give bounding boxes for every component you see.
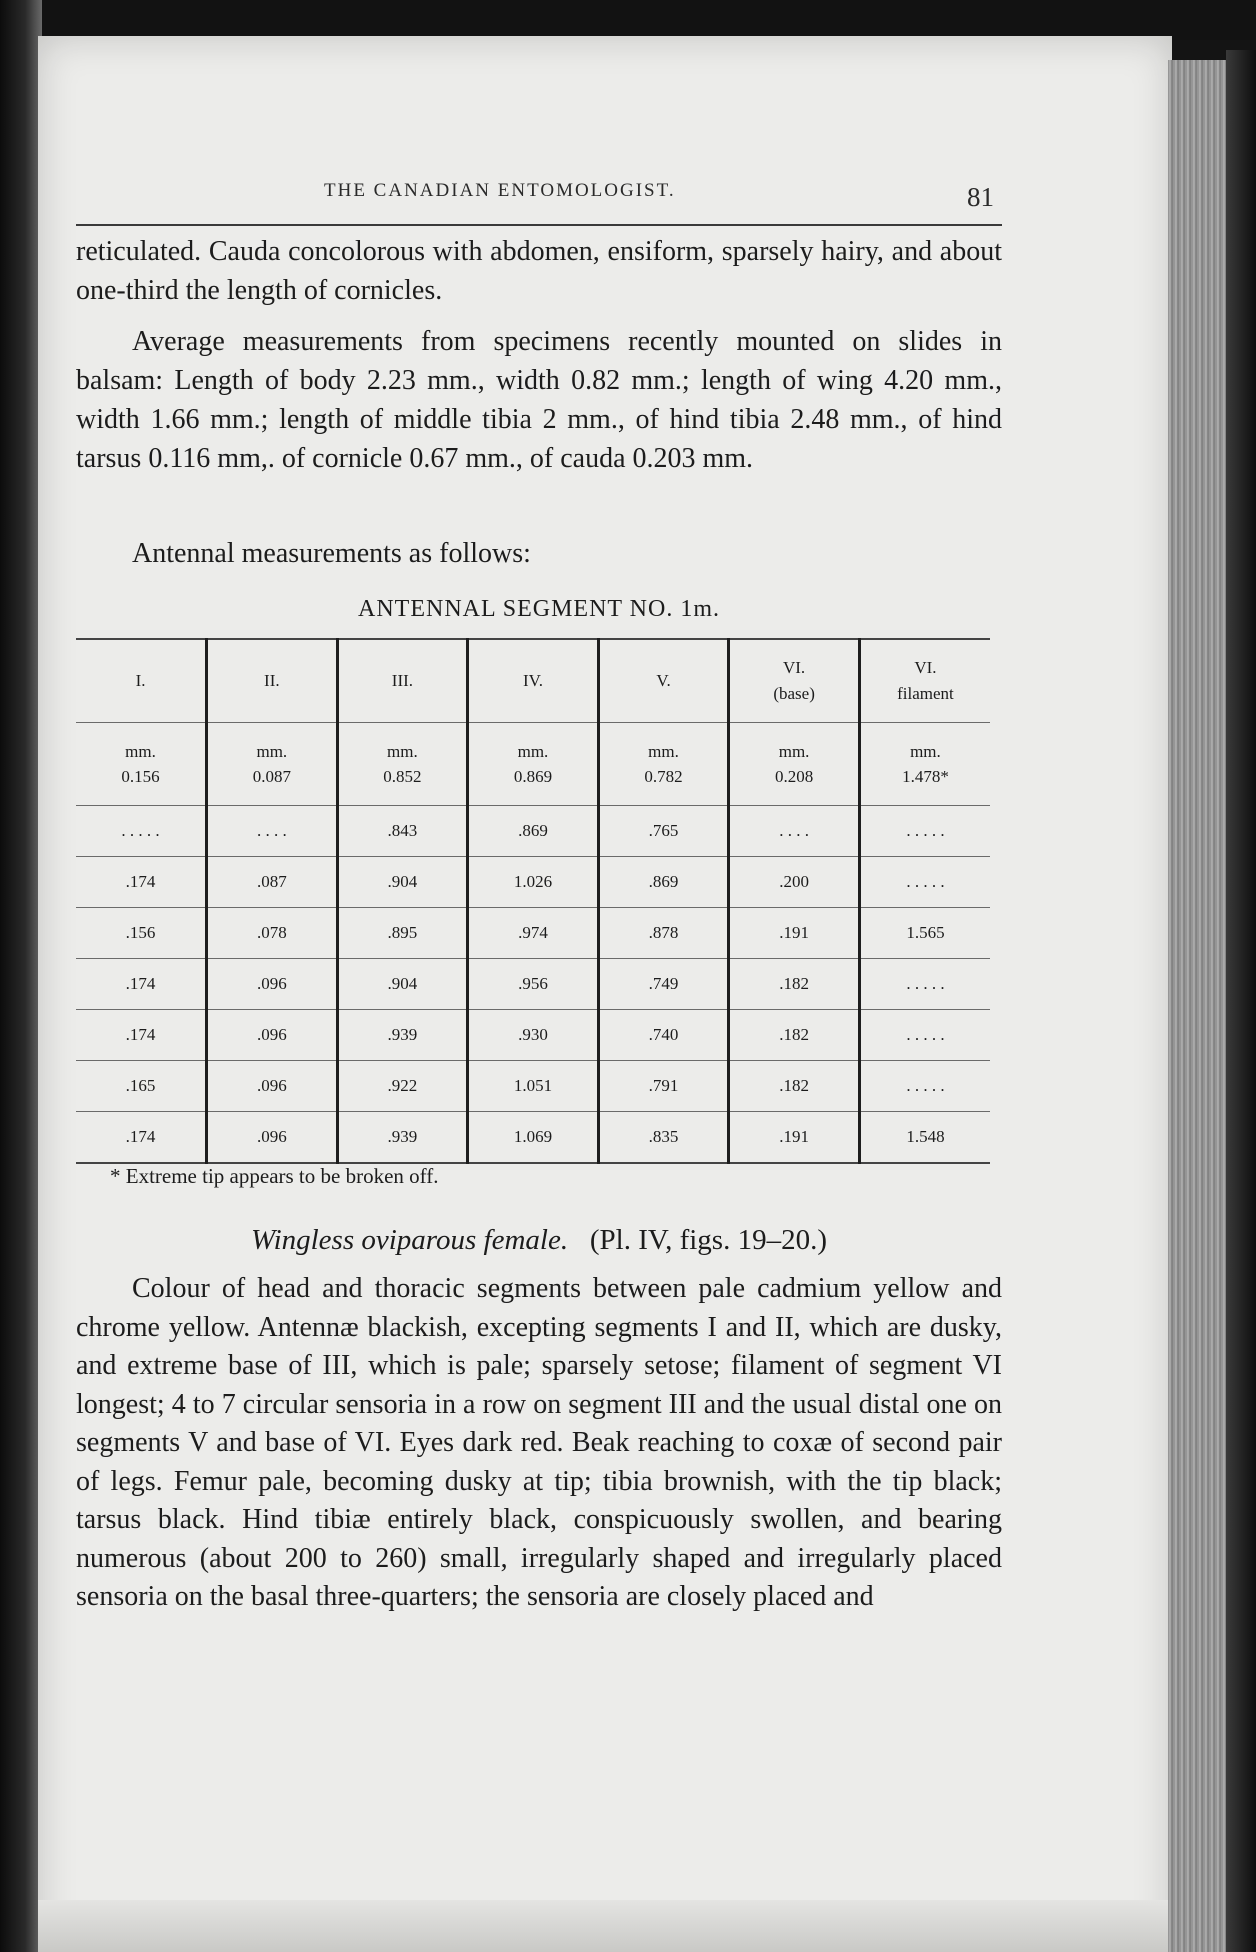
table-header-row	[76, 639, 990, 723]
column-header: IV.	[468, 639, 599, 723]
table-cell: .165	[76, 1061, 207, 1112]
table-cell: . . . .	[729, 806, 860, 857]
table-cell: mm. 1.478*	[859, 723, 990, 806]
table-cell: .156	[76, 908, 207, 959]
running-head: THE CANADIAN ENTOMOLOGIST.	[324, 180, 676, 201]
table-cell: .182	[729, 1061, 860, 1112]
table-row	[76, 908, 990, 959]
table-cell: .200	[729, 857, 860, 908]
table-cell: 1.051	[468, 1061, 599, 1112]
table-cell: . . . . .	[859, 806, 990, 857]
table-title: ANTENNAL SEGMENT NO. 1m.	[358, 596, 720, 622]
table-row	[76, 723, 990, 806]
table-footnote: * Extreme tip appears to be broken off.	[110, 1164, 439, 1188]
table-cell: mm. 0.852	[337, 723, 468, 806]
table-cell: . . . . .	[859, 857, 990, 908]
table-cell: . . . . .	[859, 1061, 990, 1112]
table-cell: 1.026	[468, 857, 599, 908]
table-cell: mm. 0.087	[207, 723, 338, 806]
table-row	[76, 1112, 990, 1164]
page-bottom-shade	[38, 1900, 1172, 1952]
table-cell: mm. 0.869	[468, 723, 599, 806]
section-heading-reference: (Pl. IV, figs. 19–20.)	[589, 1224, 827, 1256]
table-cell: . . . . .	[859, 1010, 990, 1061]
table-cell: .939	[337, 1112, 468, 1164]
table-cell: .174	[76, 959, 207, 1010]
table-cell: .174	[76, 1112, 207, 1164]
paragraph-cauda: reticulated. Cauda concolorous with abdomen, ensiform, sparsely hairy, and about one-third the length of cornicles.	[76, 236, 1002, 306]
column-header: VI. filament	[859, 639, 990, 723]
table-row	[76, 1061, 990, 1112]
table-cell: .174	[76, 1010, 207, 1061]
table-cell: mm. 0.208	[729, 723, 860, 806]
table-cell: mm. 0.156	[76, 723, 207, 806]
table-cell: .087	[207, 857, 338, 908]
table-cell: 1.565	[859, 908, 990, 959]
table-cell: .974	[468, 908, 599, 959]
section-heading-title: Wingless oviparous female.	[251, 1224, 569, 1256]
table-cell: .956	[468, 959, 599, 1010]
table-cell: .182	[729, 959, 860, 1010]
paragraph-antennal-intro: Antennal measurements as follows:	[132, 538, 531, 569]
table-cell: .749	[598, 959, 729, 1010]
table-cell: .191	[729, 908, 860, 959]
table-cell: .182	[729, 1010, 860, 1061]
column-header: I.	[76, 639, 207, 723]
table-cell: .843	[337, 806, 468, 857]
table-cell: .096	[207, 1112, 338, 1164]
table-row	[76, 857, 990, 908]
paragraph-average-measurements: Average measurements from specimens recently mounted on slides in balsam: Length of body 2.23 mm., width 0.82 mm.; length of wing 4.20 mm., width 1.66 mm.; length of middle tibia 2 mm., of hind tibia 2.48 mm., of hind tarsus 0.116 mm,. of cornicle 0.67 mm., of cauda 0.203 mm.	[76, 326, 1002, 474]
table-cell: .922	[337, 1061, 468, 1112]
paragraph-oviparous-female: Colour of head and thoracic segments between pale cadmium yellow and chrome yellow. Antennæ blackish, excepting segments I and II, which are dusky, and extreme base of III, which is pale; sparsely setose; filament of segment VI longest; 4 to 7 circular sensoria in a row on segment III and the usual distal one on segments V and base of VI. Eyes dark red. Beak reaching to coxæ of second pair of legs. Femur pale, becoming dusky at tip; tibia brownish, with the tip black; tarsus black. Hind tibiæ entirely black, conspicuously swollen, and bearing numerous (about 200 to 260) small, irregularly shaped and irregularly placed sensoria on the basal three-quarters; the sensoria are closely placed and	[76, 1273, 1002, 1612]
table-cell: mm. 0.782	[598, 723, 729, 806]
table-cell: .869	[468, 806, 599, 857]
page-number: 81	[967, 182, 994, 212]
scan-border-left	[0, 0, 42, 1952]
table-cell: .096	[207, 959, 338, 1010]
table-cell: .791	[598, 1061, 729, 1112]
column-header: II.	[207, 639, 338, 723]
table-cell: .191	[729, 1112, 860, 1164]
table-cell: .904	[337, 959, 468, 1010]
table-cell: .904	[337, 857, 468, 908]
table-cell: .835	[598, 1112, 729, 1164]
table-row	[76, 1010, 990, 1061]
table-cell: .939	[337, 1010, 468, 1061]
table-cell: .869	[598, 857, 729, 908]
table-cell: .740	[598, 1010, 729, 1061]
column-header: III.	[337, 639, 468, 723]
table-cell: .895	[337, 908, 468, 959]
table-cell: .078	[207, 908, 338, 959]
table-cell: . . . . .	[76, 806, 207, 857]
table-cell: .174	[76, 857, 207, 908]
table-cell: 1.069	[468, 1112, 599, 1164]
table-cell: . . . . .	[859, 959, 990, 1010]
table-cell: .765	[598, 806, 729, 857]
table-cell: .878	[598, 908, 729, 959]
column-header: V.	[598, 639, 729, 723]
scan-border-top	[0, 0, 1256, 40]
section-heading	[76, 1224, 1002, 1257]
table-cell: 1.548	[859, 1112, 990, 1164]
table-cell: .096	[207, 1061, 338, 1112]
page-header	[76, 170, 1002, 232]
table-row	[76, 806, 990, 857]
table-row	[76, 959, 990, 1010]
book-cover-edge	[1226, 50, 1256, 1952]
antennal-measurements-table	[76, 638, 990, 1164]
table-cell: .096	[207, 1010, 338, 1061]
column-header: VI. (base)	[729, 639, 860, 723]
table-cell: . . . .	[207, 806, 338, 857]
table-cell: .930	[468, 1010, 599, 1061]
page-stack-edge	[1168, 60, 1226, 1952]
header-rule	[76, 224, 1002, 226]
